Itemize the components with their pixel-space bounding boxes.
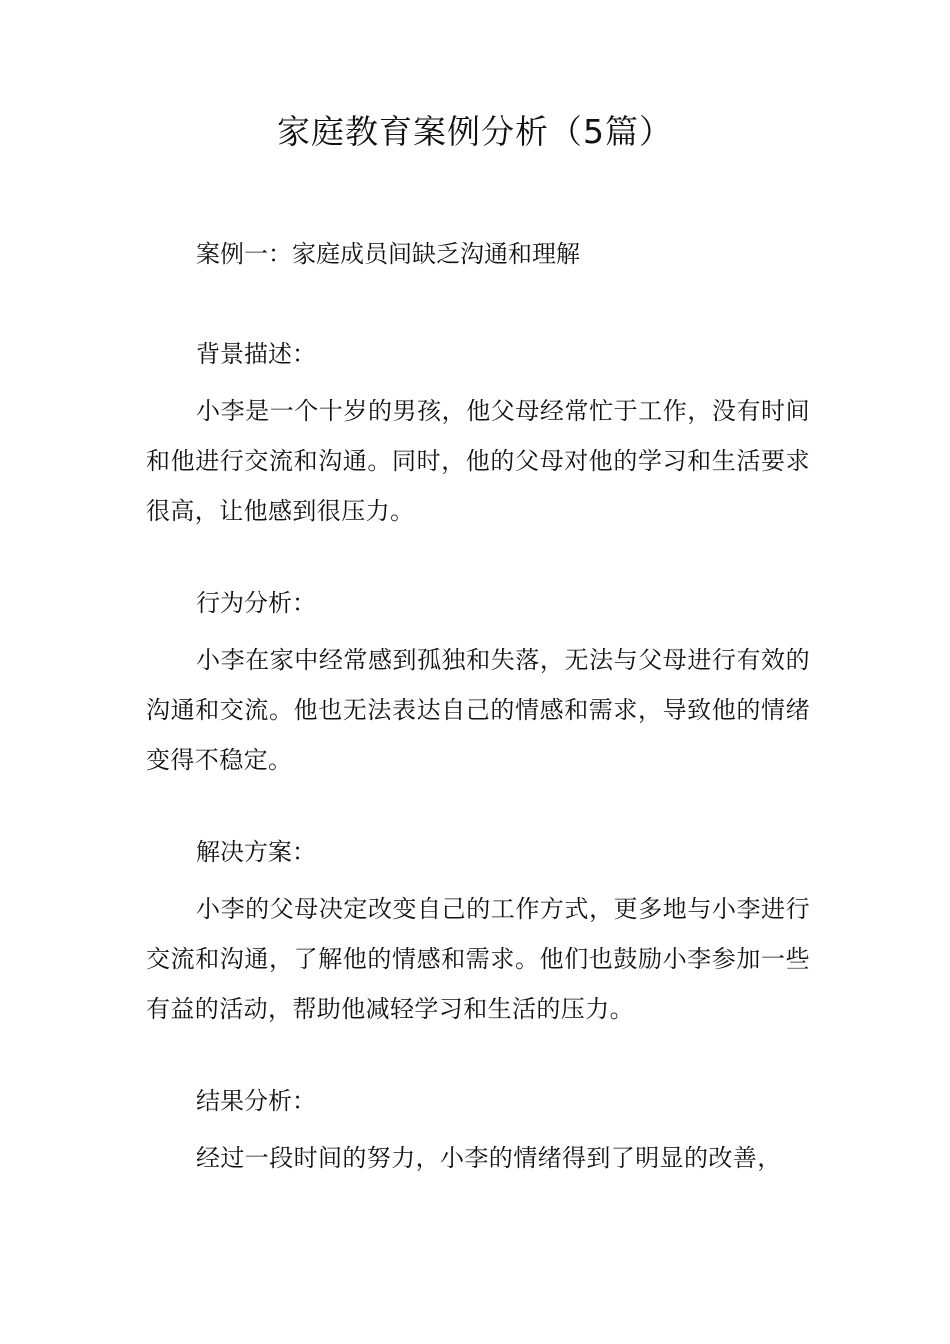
- section-behavior-analysis: [146, 585, 810, 785]
- section-text-result-analysis: 经过一段时间的努力，小李的情绪得到了明显的改善，: [196, 1144, 782, 1172]
- section-heading-result-analysis: 结果分析：: [196, 1087, 316, 1115]
- section-result-analysis: [146, 1083, 810, 1183]
- section-heading-solution: 解决方案：: [196, 838, 316, 866]
- section-text-behavior-analysis: 小李在家中经常感到孤独和失落，无法与父母进行有效的沟通和交流。他也无法表达自己的情感和需求，导致他的情绪变得不稳定。: [146, 646, 810, 774]
- section-solution: [146, 834, 810, 1034]
- case-title: 案例一：家庭成员间缺乏沟通和理解: [196, 240, 580, 268]
- section-heading-background: 背景描述：: [196, 340, 316, 368]
- section-text-background: 小李是一个十岁的男孩，他父母经常忙于工作，没有时间和他进行交流和沟通。同时，他的父母对他的学习和生活要求很高，让他感到很压力。: [146, 397, 810, 525]
- section-heading-behavior-analysis: 行为分析：: [196, 589, 316, 617]
- document-title: 家庭教育案例分析（5篇）: [277, 112, 673, 151]
- section-background: [146, 336, 810, 536]
- section-text-solution: 小李的父母决定改变自己的工作方式，更多地与小李进行交流和沟通，了解他的情感和需求。他们也鼓励小李参加一些有益的活动，帮助他减轻学习和生活的压力。: [146, 895, 810, 1023]
